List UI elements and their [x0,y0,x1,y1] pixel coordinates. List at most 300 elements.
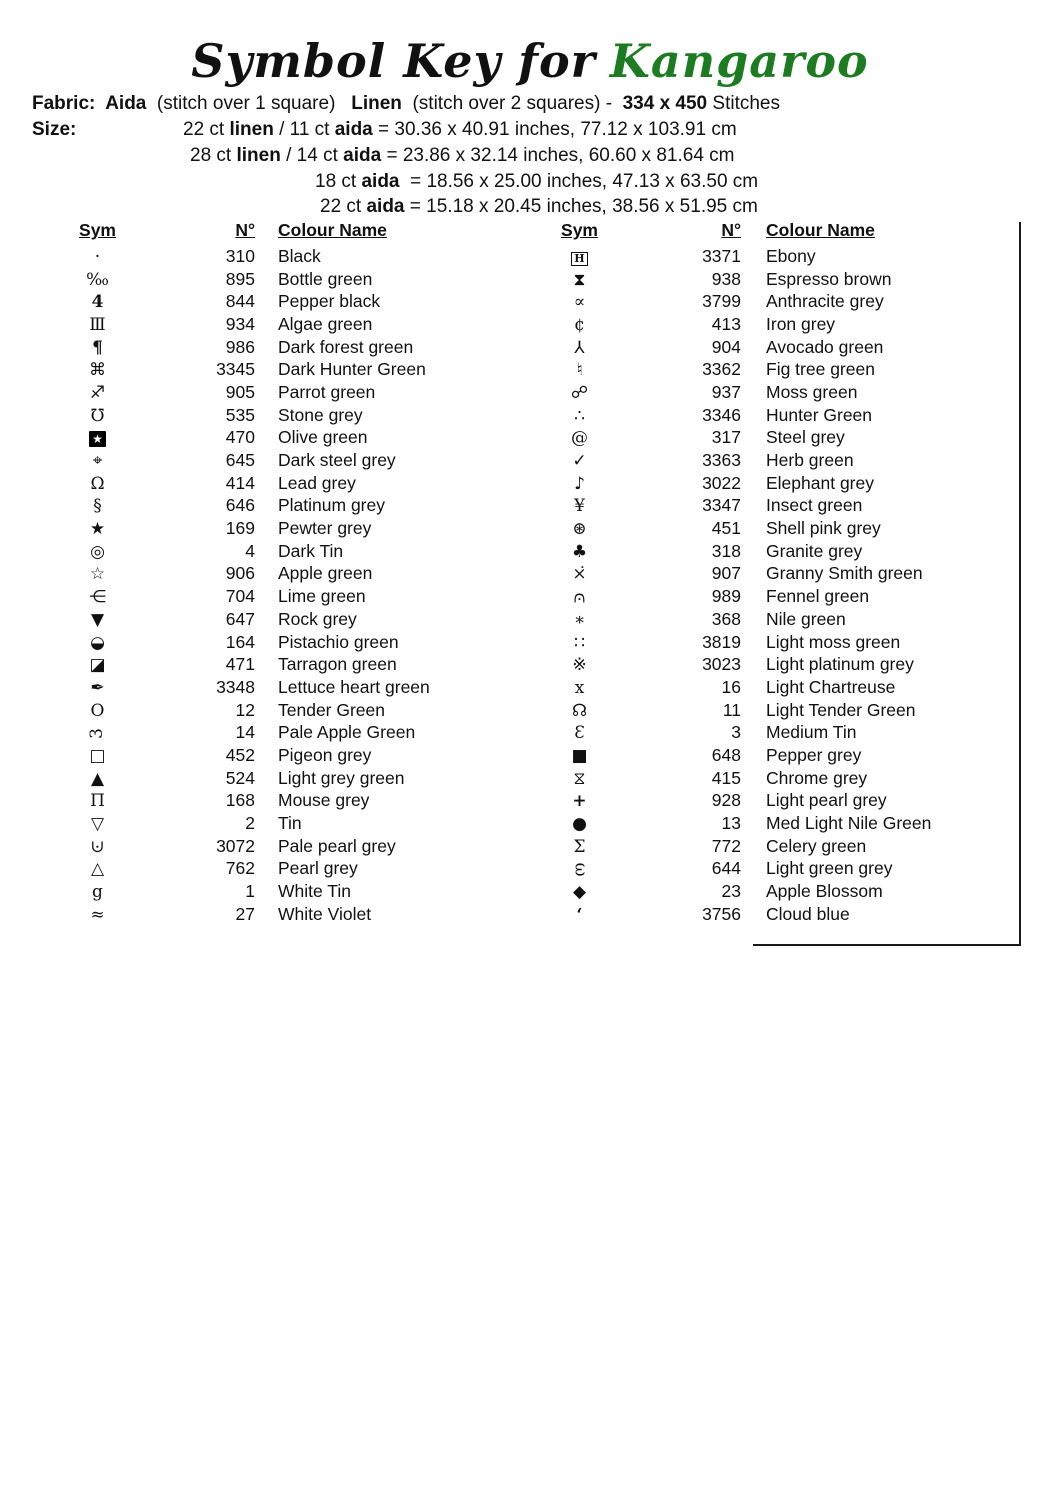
text-segment: 22 ct [320,196,367,218]
colour-name: Stone grey [278,404,363,425]
stitch-symbol-glyph: ☊ [571,700,588,721]
thread-number: 989 [711,586,741,607]
symbol-row [557,427,1027,450]
stitch-symbol-glyph: ☍ [570,382,589,403]
stitch-symbol-cell [75,450,120,471]
symbol-row [557,903,1027,926]
thread-number: 3348 [216,676,255,697]
thread-number: 3072 [216,835,255,856]
thread-number: 3 [731,722,741,743]
thread-number: 13 [721,813,741,834]
symbol-table-right-column [557,220,1027,925]
stitch-symbol-cell [75,495,120,516]
stitch-symbol-glyph: ¢ [574,314,585,335]
stitch-symbol-glyph: ▲ [90,768,105,789]
symbol-row [557,472,1027,495]
thread-number: 645 [225,450,255,471]
colour-name: White Tin [278,881,351,902]
colour-name: Pistachio green [278,631,399,652]
thread-number: 3799 [702,291,741,312]
symbol-row [557,721,1027,744]
table-right-border-line [1019,222,1021,945]
thread-number: 3819 [702,631,741,652]
symbol-row [557,744,1027,767]
thread-number: 471 [225,654,255,675]
symbol-row [557,540,1027,563]
stitch-symbol-glyph: ω [570,862,590,877]
colour-name: Light green grey [766,858,893,879]
symbol-row [557,358,1027,381]
stitch-symbol-cell [75,269,120,290]
stitch-symbol-cell [75,858,120,879]
header-colour-name: Colour Name [766,220,875,240]
text-segment: = 23.86 x 32.14 inches, 60.60 x 81.64 cm [381,144,735,166]
symbol-row [75,540,545,563]
stitch-symbol-glyph: △ [90,859,105,880]
thread-number: 414 [225,472,255,493]
text-segment: linen [236,144,281,166]
colour-name: Granite grey [766,540,863,561]
table-rows [557,245,1027,926]
colour-name: Pewter grey [278,518,372,539]
stitch-symbol-cell [557,269,602,290]
stitch-symbol-glyph: @ [571,428,588,449]
stitch-symbol-cell [557,291,602,312]
stitch-symbol-glyph: ×̇ [572,564,587,585]
colour-name: Tender Green [278,699,386,720]
colour-name: Algae green [278,313,373,334]
stitch-symbol-cell [75,246,120,267]
stitch-symbol-glyph: ★ [89,431,106,447]
thread-number: 164 [225,631,255,652]
stitch-symbol-glyph: ◒ [90,632,105,653]
symbol-row [75,858,545,881]
colour-name: Iron grey [766,313,836,334]
stitch-symbol-glyph: ⊍ [90,836,105,857]
stitch-symbol-glyph: ● [572,814,587,835]
stitch-symbol-cell [557,337,602,358]
stitch-symbol-glyph: ≈ [90,904,105,925]
stitch-symbol-cell [75,813,120,834]
stitch-symbol-cell [557,700,602,721]
colour-name: Bottle green [278,268,373,289]
stitch-symbol-cell [557,790,602,811]
symbol-row [557,585,1027,608]
stitch-symbol-cell [75,314,120,335]
symbol-row [557,858,1027,881]
stitch-symbol-glyph: ★ [89,519,106,540]
thread-number: 647 [225,608,255,629]
symbol-row [75,744,545,767]
colour-name: Anthracite grey [766,291,884,312]
thread-number: 3022 [702,472,741,493]
stitch-symbol-cell [557,563,602,584]
stitch-symbol-glyph: ¥ [574,496,585,517]
stitch-symbol-cell [557,473,602,494]
stitch-symbol-glyph: ∷ [574,632,585,653]
thread-number: 4 [245,540,255,561]
colour-name: Medium Tin [766,722,857,743]
stitch-symbol-cell [557,813,602,834]
thread-number: 2 [245,813,255,834]
colour-name: White Violet [278,903,372,924]
symbol-row [557,790,1027,813]
stitch-symbol-cell [557,722,602,743]
colour-name: Light platinum grey [766,654,914,675]
thread-number: 906 [225,563,255,584]
colour-name: Light pearl grey [766,790,887,811]
symbol-row [75,585,545,608]
colour-name: Moss green [766,381,858,402]
stitch-symbol-glyph: ☆ [89,564,106,585]
stitch-symbol-glyph: ◪ [89,655,106,676]
symbol-row [557,381,1027,404]
symbol-row [557,608,1027,631]
symbol-row [75,517,545,540]
stitch-symbol-glyph: ⌘ [89,360,106,381]
colour-name: Elephant grey [766,472,874,493]
stitch-symbol-glyph: H [571,252,587,266]
symbol-row [557,812,1027,835]
stitch-symbol-cell [75,632,120,653]
thread-number: 451 [711,518,741,539]
stitch-symbol-glyph: O [90,700,105,721]
text-segment: 22 ct [183,119,230,140]
thread-number: 772 [711,835,741,856]
stitch-symbol-cell [557,450,602,471]
colour-name: Lettuce heart green [278,676,430,697]
symbol-row [75,404,545,427]
stitch-symbol-cell [557,246,602,267]
stitch-symbol-glyph: ■ [571,745,588,766]
stitch-symbol-cell [75,609,120,630]
symbol-row [75,699,545,722]
colour-name: Apple green [278,563,373,584]
thread-number: 844 [225,291,255,312]
thread-number: 11 [722,699,741,720]
stitch-symbol-glyph: ♐ [89,382,106,403]
page-title-subject: Kangaroo [609,34,869,88]
thread-number: 762 [225,858,255,879]
stitch-symbol-glyph: ∴ [574,405,585,426]
symbol-row [557,631,1027,654]
stitch-symbol-cell [557,586,602,607]
colour-name: Insect green [766,495,863,516]
stitch-symbol-glyph: x [574,677,585,698]
text-segment: / 14 ct [280,144,344,166]
thread-number: 646 [225,495,255,516]
thread-number: 23 [721,881,741,902]
thread-number: 3363 [702,450,741,471]
symbol-row [557,653,1027,676]
symbol-row [75,290,545,313]
stitch-symbol-glyph: ⅄ [574,337,585,358]
symbol-row [557,767,1027,790]
symbol-row [557,495,1027,518]
stitch-symbol-cell [557,541,602,562]
thread-number: 3362 [702,359,741,380]
symbol-row [75,608,545,631]
stitch-symbol-cell [75,291,120,312]
stitch-symbol-cell [557,858,602,879]
page-title-prefix: Symbol Key for [191,34,596,88]
stitch-symbol-glyph: · [94,246,101,267]
colour-name: Hunter Green [766,404,873,425]
size-line [320,196,758,222]
colour-name: Avocado green [766,336,884,357]
header-number: N° [721,220,741,240]
header-number: N° [235,220,255,240]
thread-number: 928 [711,790,741,811]
header-sym: Sym [561,220,598,240]
stitch-symbol-glyph: ⋲ [89,587,106,608]
thread-number: 986 [225,336,255,357]
text-segment: linen [229,119,274,140]
symbol-row [75,721,545,744]
stitch-symbol-glyph: ♪ [574,473,585,494]
thread-number: 169 [225,518,255,539]
header-colour-name: Colour Name [278,220,387,240]
symbol-row [75,245,545,268]
stitch-symbol-cell [75,745,120,766]
stitch-symbol-cell [75,518,120,539]
thread-number: 470 [225,427,255,448]
stitch-symbol-glyph: ⩀ [573,587,586,608]
colour-name: Nile green [766,608,846,629]
thread-number: 3345 [216,359,255,380]
colour-name: Fennel green [766,586,870,607]
colour-name: Dark steel grey [278,450,396,471]
stitch-symbol-cell [557,405,602,426]
colour-name: Tin [278,813,302,834]
symbol-row [75,653,545,676]
colour-name: Herb green [766,450,854,471]
colour-name: Dark forest green [278,336,414,357]
text-segment: aida [343,144,382,166]
thread-number: 905 [225,381,255,402]
stitch-symbol-glyph: ∝ [573,292,586,313]
size-line [183,119,758,145]
stitch-symbol-cell [557,654,602,675]
thread-number: 938 [711,268,741,289]
table-header [75,220,545,244]
stitch-symbol-glyph: ⊛ [572,519,587,540]
thread-number: 535 [225,404,255,425]
stitch-symbol-glyph: ▼ [90,609,105,630]
stitch-symbol-cell [75,586,120,607]
stitch-symbol-glyph: ℧ [90,405,105,426]
stitch-symbol-cell [557,382,602,403]
thread-number: 310 [225,245,255,266]
thread-number: 3346 [702,404,741,425]
symbol-row [75,427,545,450]
stitch-symbol-glyph: ⧖ [573,768,586,789]
thread-number: 317 [711,427,741,448]
colour-name: Light grey green [278,767,405,788]
symbol-row [557,404,1027,427]
text-segment: Linen [351,93,402,114]
colour-name: Shell pink grey [766,518,881,539]
colour-name: Rock grey [278,608,357,629]
symbol-row [75,903,545,926]
thread-number: 904 [711,336,741,357]
stitch-symbol-cell [75,768,120,789]
symbol-row [557,699,1027,722]
colour-name: Steel grey [766,427,845,448]
thread-number: 895 [225,268,255,289]
colour-name: Light Chartreuse [766,676,896,697]
stitch-symbol-glyph: ◎ [90,541,105,562]
stitch-symbol-glyph: Ⅲ [89,314,106,335]
text-segment: aida [366,196,405,218]
stitch-symbol-cell [557,768,602,789]
stitch-symbol-glyph: Ɛ [574,723,585,744]
colour-name: Mouse grey [278,790,370,811]
stitch-symbol-glyph: ⌖ [92,451,103,472]
stitch-symbol-glyph: ✒ [90,677,105,698]
colour-name: Light Tender Green [766,699,916,720]
stitch-symbol-glyph: ∗ [573,609,586,630]
size-line [190,145,758,171]
stitch-symbol-cell [75,836,120,857]
stitch-symbol-cell [557,904,602,925]
colour-name: Pearl grey [278,858,358,879]
stitch-symbol-glyph: ※ [572,655,587,676]
text-segment: 28 ct [190,144,237,166]
thread-number: 413 [711,313,741,334]
table-rows [75,245,545,926]
thread-number: 3347 [702,495,741,516]
colour-name: Black [278,245,321,266]
stitch-symbol-glyph: Ω [90,473,105,494]
colour-name: Light moss green [766,631,901,652]
stitch-symbol-glyph: Π [90,791,105,812]
thread-number: 318 [711,540,741,561]
stitch-symbol-glyph: + [572,791,587,812]
table-bottom-border-line [753,944,1021,946]
colour-name: Parrot green [278,381,376,402]
symbol-row [557,880,1027,903]
stitch-symbol-cell [75,881,120,902]
symbol-row [75,449,545,472]
text-segment: (stitch over 1 square) [146,93,352,114]
colour-name: Celery green [766,835,867,856]
thread-number: 452 [225,744,255,765]
stitch-symbol-cell [557,314,602,335]
stitch-symbol-glyph: ◆ [572,882,587,903]
symbol-row [75,336,545,359]
symbol-row [557,563,1027,586]
thread-number: 648 [711,744,741,765]
text-segment: = 18.56 x 25.00 inches, 47.13 x 63.50 cm [399,170,759,192]
colour-name: Chrome grey [766,767,868,788]
stitch-symbol-glyph: g [92,882,103,903]
stitch-symbol-glyph: Σ [573,836,586,857]
colour-name: Espresso brown [766,268,892,289]
colour-name: Ebony [766,245,816,266]
colour-name: Pale pearl grey [278,835,396,856]
symbol-row [75,812,545,835]
text-segment: Fabric: Aida [32,93,147,114]
stitch-symbol-cell [557,495,602,516]
thread-number: 168 [225,790,255,811]
thread-number: 644 [711,858,741,879]
colour-name: Med Light Nile Green [766,813,932,834]
size-info-block [32,119,758,222]
thread-number: 12 [235,699,255,720]
colour-name: Granny Smith green [766,563,923,584]
symbol-row [75,835,545,858]
fabric-info-line [32,93,780,115]
thread-number: 907 [711,563,741,584]
symbol-row [557,290,1027,313]
stitch-symbol-cell [557,881,602,902]
thread-number: 3756 [702,903,741,924]
stitch-symbol-cell [557,745,602,766]
stitch-symbol-glyph: § [93,496,102,517]
thread-number: 934 [225,313,255,334]
symbol-row [75,676,545,699]
symbol-row [75,313,545,336]
stitch-symbol-glyph: ♣ [571,541,588,562]
symbol-row [557,268,1027,291]
thread-number: 937 [711,381,741,402]
colour-name: Dark Hunter Green [278,359,426,380]
stitch-symbol-cell [557,518,602,539]
colour-name: Dark Tin [278,540,344,561]
colour-name: Olive green [278,427,368,448]
colour-name: Fig tree green [766,359,875,380]
table-header [557,220,1027,244]
thread-number: 704 [225,586,255,607]
colour-name: Platinum grey [278,495,385,516]
text-segment: / 11 ct [273,119,335,140]
symbol-row [557,835,1027,858]
stitch-symbol-glyph: ⧗ [573,269,586,290]
size-label: Size: [32,119,77,140]
text-segment: aida [361,170,400,192]
symbol-row [75,790,545,813]
stitch-symbol-cell [557,359,602,380]
colour-name: Pepper grey [766,744,862,765]
text-segment: aida [334,119,373,140]
thread-number: 16 [721,676,741,697]
stitch-symbol-cell [75,359,120,380]
text-segment: 18 ct [315,170,362,192]
symbol-row [75,358,545,381]
colour-name: Lead grey [278,472,356,493]
stitch-symbol-glyph: ✓ [572,451,587,472]
thread-number: 368 [711,608,741,629]
text-segment: 334 x 450 [622,93,708,114]
stitch-symbol-cell [557,427,602,448]
symbol-row [75,268,545,291]
symbol-row [75,631,545,654]
text-segment: = 30.36 x 40.91 inches, 77.12 x 103.91 cm [372,119,737,140]
colour-name: Tarragon green [278,654,397,675]
symbol-row [75,495,545,518]
thread-number: 415 [711,767,741,788]
colour-name: Apple Blossom [766,881,883,902]
stitch-symbol-glyph: ‰ [86,269,109,290]
text-segment: (stitch over 2 squares) - [401,93,623,114]
colour-name: Pigeon grey [278,744,372,765]
stitch-symbol-cell [75,790,120,811]
colour-name: Pepper black [278,291,381,312]
symbol-row [557,313,1027,336]
thread-number: 1 [245,881,255,902]
colour-name: Pale Apple Green [278,722,416,743]
